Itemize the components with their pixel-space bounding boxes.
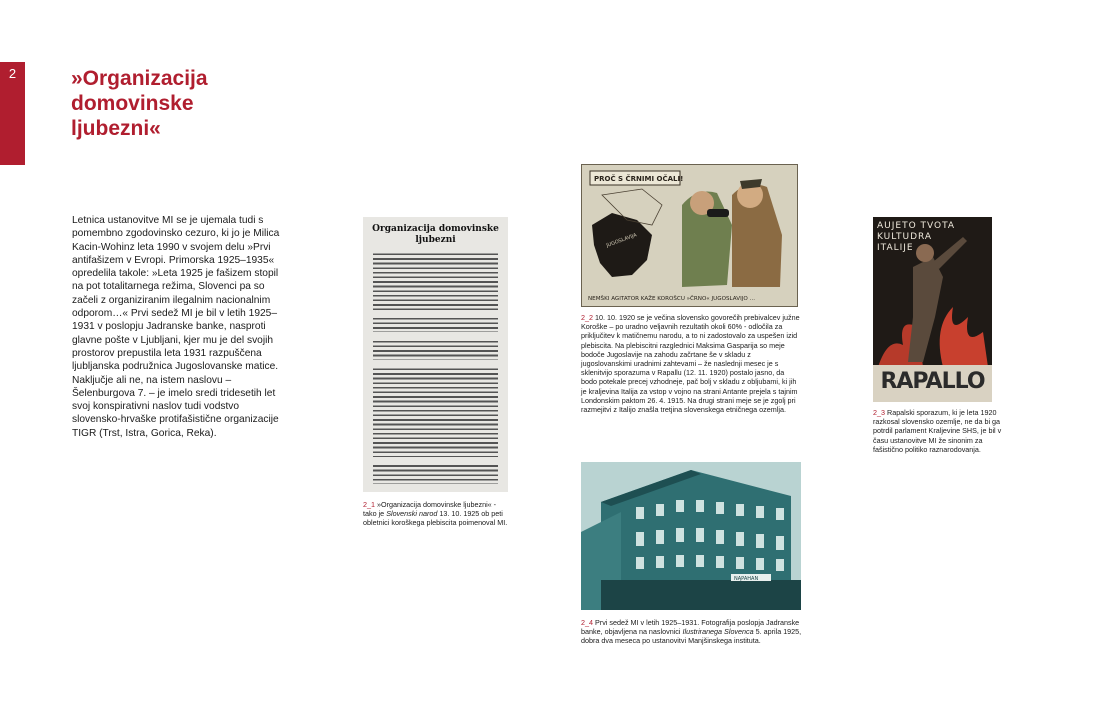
clipping-headline-line: ljubezni bbox=[415, 235, 456, 245]
caption-text: 5. aprila 1925, dobra dva meseca po ustanovitvi Manjšinskega instituta. bbox=[581, 627, 802, 646]
poster-top-text bbox=[877, 221, 987, 254]
caption-text: 10. 10. 1920 se je večina slovensko govorečih prebivalcev južne Koroške – po uradno veljavnih rezultatih okoli 60% - odločila za priključitev k matičnemu narodu, a to ni zadostovalo za uspešen izid plebiscita. Na plebiscitni razglednici Maksima Gasparija so meje bodoče Jugoslavije na zahodu začrtane še v skladu z jugoslovanskimi uradnimi zahtevami – že naslednji mesec je s sklenitvijo sporazuma v Rapallu (12. 11. 1920) postalo jasno, da bodo potekale precej vzhodneje, pač bolj v skladu z obljubami, ki jih je kraljevina Italija za vstop v vojno na strani Antante prejela s tajnim Londonskim paktom 26. 4. 1915. Na drugi strani meje se je zgolj pri razmejitvi z Italijo znašla tretjina slovenskega etničnega ozemlja. bbox=[581, 313, 800, 415]
page-number-tab bbox=[0, 62, 25, 165]
plebiscite-cartoon-image bbox=[581, 164, 798, 307]
caption-text: 13. 10. 1925 ob peti obletnici koroškega plebiscita poimenoval MI. bbox=[363, 509, 508, 528]
caption-text: »Organizacija domovinske ljubezni« - tako je bbox=[363, 500, 497, 519]
cartoon-banner-text: PROČ S ČRNIMI OČALI! bbox=[594, 175, 684, 183]
caption-number: 2_3 bbox=[873, 408, 885, 417]
page-number: 2 bbox=[8, 66, 17, 81]
poster-top-line: KULTUDRA bbox=[877, 232, 933, 242]
body-paragraph: Letnica ustanovitve MI se je ujemala tudi s pomembno zgodovinsko cezuro, ki jo je Milica Kacin-Wohinz leta 1990 v svojem delu »Prvi antifašizem v Evropi. Primorska 1925–1935« opredelila takole: »Leta 1925 je fašizem stopil na pot totalitarnega režima, Slovenci pa so začeli z organiziranim ilegalnim nacionalnim odporom…« Prvi sedež MI je bil v letih 1925–1931 v poslopju Jadranske banke, nasproti glavne pošte v Ljubljani, kjer mu je del svojih prostorov prepustila leta 1931 razpuščena ljubljanska podružnica Jugoslovanske matice. Naključje ali ne, na istem naslovu – Šelenburgova 7. – je imelo sredi tridesetih let svoj konspirativni naslov tudi vodstvo slovensko-hrvaške protifašistične organizacije TIGR (Trst, Istra, Gorica, Reka). bbox=[72, 215, 280, 439]
photo-sign-text: NĄPAHAN bbox=[734, 576, 759, 582]
caption-italic: Slovenski narod bbox=[386, 509, 438, 519]
jadranska-banka-photo bbox=[581, 462, 801, 610]
caption-2-1 bbox=[363, 500, 509, 528]
cartoon-bottom-caption: NEMŠKI AGITATOR KAŽE KOROŠCU »ČRNO« JUGOSLAVIJO … bbox=[588, 296, 756, 302]
caption-italic: Ilustriranega Slovenca bbox=[682, 627, 754, 637]
building-illustration bbox=[581, 462, 801, 610]
title-line: ljubezni« bbox=[71, 117, 161, 140]
clipping-headline-line: Organizacija domovinske bbox=[372, 224, 499, 234]
poster-top-line: ITALIJE bbox=[877, 243, 914, 253]
caption-text: Prvi sedež MI v letih 1925–1931. Fotografija poslopja Jadranske banke, objavljena na naslovnici bbox=[581, 618, 800, 637]
caption-2-2 bbox=[581, 313, 801, 414]
cartoon-illustration bbox=[582, 165, 797, 306]
poster-top-line: AUJETO TVOTA bbox=[877, 221, 956, 231]
clipping-headline bbox=[363, 224, 508, 246]
caption-number: 2_4 bbox=[581, 618, 593, 627]
cartoon-map-label: JUGOSLAVIJA bbox=[605, 232, 638, 249]
caption-2-3 bbox=[873, 408, 1003, 454]
title-line: »Organizacija bbox=[71, 67, 208, 90]
rapallo-poster-image bbox=[873, 217, 992, 402]
clipping-text-columns bbox=[373, 252, 498, 484]
page-title bbox=[71, 66, 291, 141]
caption-number: 2_2 bbox=[581, 313, 593, 322]
caption-number: 2_1 bbox=[363, 500, 375, 509]
poster-big-word: RAPALLO bbox=[880, 369, 985, 394]
caption-2-4 bbox=[581, 618, 809, 646]
newspaper-clipping-image bbox=[363, 217, 508, 492]
title-line: domovinske bbox=[71, 92, 194, 115]
caption-text: Rapalski sporazum, ki je leta 1920 razkosal slovensko ozemlje, ne da bi ga potrdil parlament Kraljevine SHS, je bil v času ustanovitve MI že sinonim za fašistično politiko raznarodovanja. bbox=[873, 408, 1002, 454]
